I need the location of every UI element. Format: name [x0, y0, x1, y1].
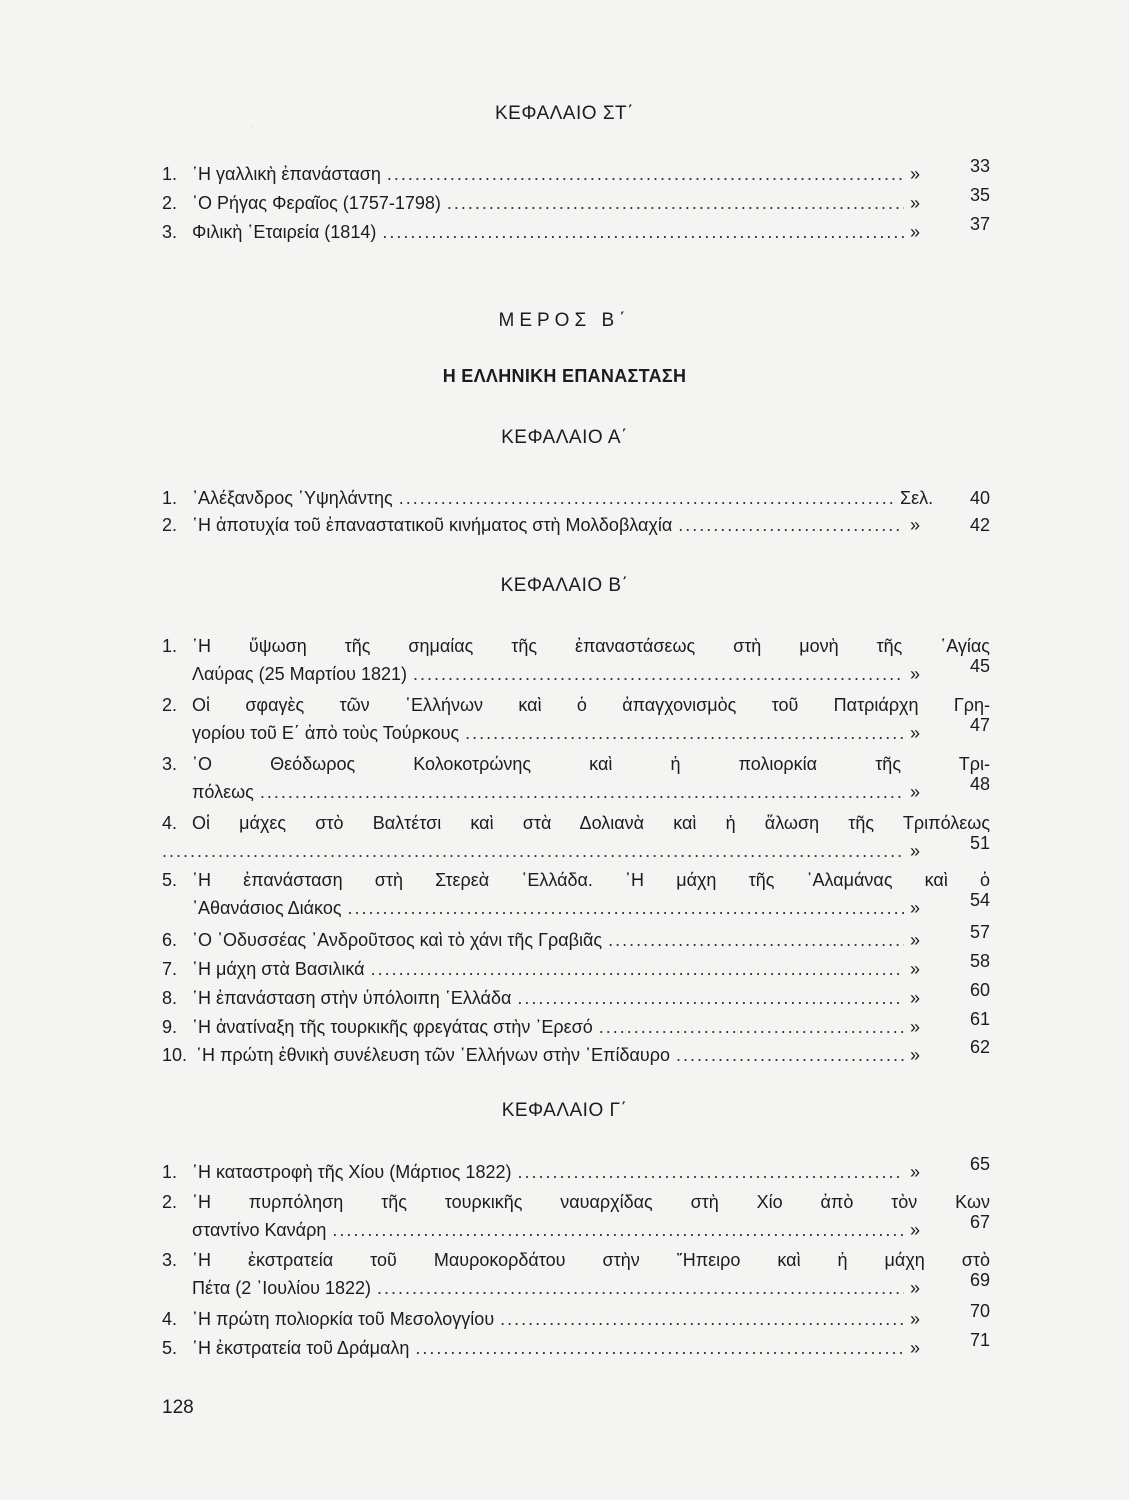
entry-title: ῾Η γαλλικὴ ἐπανάσταση: [192, 164, 381, 184]
page-number: 58: [969, 951, 990, 971]
entry-number: 2.: [162, 515, 178, 535]
leader-dots: [447, 189, 904, 217]
toc-entry[interactable]: [162, 1330, 990, 1362]
page-number: 40: [969, 488, 990, 508]
leader-dots: [517, 1158, 904, 1186]
entry-number: 5.: [162, 870, 178, 890]
page-number: 45: [969, 656, 990, 676]
entry-number: 1.: [162, 636, 178, 656]
entry-title: ῾Η ἐπανάσταση στὴν ὑπόλοιπη ῾Ελλάδα: [192, 988, 512, 1008]
page-ref-mark: »: [910, 782, 921, 802]
toc-entry[interactable]: [162, 511, 990, 539]
leader-dots: [517, 984, 904, 1012]
leader-dots: [382, 218, 904, 246]
entry-title: ῾Ο ᾿Οδυσσέας ᾿Ανδροῦτσος καὶ τὸ χάνι τῆς Γραβιᾶς: [192, 930, 603, 950]
entry-title-line2: σταντίνο Κανάρη: [192, 1220, 327, 1240]
page-number: 69: [969, 1270, 990, 1290]
toc-entry[interactable]: [162, 1188, 990, 1244]
entry-number: 10.: [162, 1045, 188, 1065]
page-ref-mark: »: [910, 988, 921, 1008]
page-number: 48: [969, 774, 990, 794]
page-number: 60: [969, 980, 990, 1000]
entry-title-line2: Λαύρας (25 Μαρτίου 1821): [192, 664, 407, 684]
leader-dots: [371, 955, 904, 983]
leader-dots: [399, 484, 894, 512]
page-footer-number: 128: [162, 1397, 194, 1418]
entry-title-line2: γορίου τοῦ Ε΄ ἀπὸ τοὺς Τούρκους: [192, 723, 460, 743]
chapter-heading: ΚΕΦΑΛΑΙΟ Α΄: [501, 427, 628, 448]
toc-entry[interactable]: [162, 185, 990, 217]
entry-title-line1: ῾Η πυρπόληση τῆς τουρκικῆς ναυαρχίδας στὴ Χίο ἀπὸ τὸν Κων: [192, 1192, 990, 1212]
entry-number: 4.: [162, 813, 178, 833]
page-number: 37: [969, 214, 990, 234]
entry-number: 1.: [162, 164, 178, 184]
page-ref-mark: »: [910, 959, 921, 979]
page-ref-mark: »: [910, 664, 921, 684]
page-ref-mark: »: [910, 164, 921, 184]
leader-dots: [678, 511, 904, 539]
page-number: 54: [969, 890, 990, 910]
toc-entry[interactable]: [162, 214, 990, 246]
chapter-heading: ΚΕΦΑΛΑΙΟ Β΄: [500, 575, 629, 596]
page-ref-mark: »: [910, 222, 921, 242]
leader-dots: [387, 160, 904, 188]
entry-title-line2: Πέτα (2 ᾿Ιουλίου 1822): [192, 1278, 372, 1298]
leader-dots: [676, 1041, 904, 1069]
entry-title: Φιλικὴ ῾Εταιρεία (1814): [192, 222, 377, 242]
entry-title-line1: ῾Ο Θεόδωρος Κολοκοτρώνης καὶ ἡ πολιορκία τῆς Τρι-: [192, 754, 990, 774]
entry-title: ῾Η μάχη στὰ Βασιλικά: [192, 959, 365, 979]
toc-entry[interactable]: [162, 922, 990, 954]
page-number: 47: [969, 715, 990, 735]
page-number: 35: [969, 185, 990, 205]
page-number: 70: [969, 1301, 990, 1321]
leader-dots: [500, 1305, 904, 1333]
leader-dots: [377, 1274, 904, 1302]
part-title: Η ΕΛΛΗΝΙΚΗ ΕΠΑΝΑΣΤΑΣΗ: [442, 366, 687, 386]
page-ref-mark: »: [910, 1278, 921, 1298]
toc-entry[interactable]: [162, 1154, 990, 1186]
toc-entry[interactable]: [162, 484, 990, 512]
page-ref-mark: »: [910, 723, 921, 743]
page-ref-mark: »: [910, 1162, 921, 1182]
page-number: 57: [969, 922, 990, 942]
toc-entry[interactable]: [162, 1301, 990, 1333]
entry-number: 4.: [162, 1309, 178, 1329]
page-number: 71: [969, 1330, 990, 1350]
entry-number: 2.: [162, 1192, 178, 1212]
entry-number: 8.: [162, 988, 178, 1008]
entry-number: 2.: [162, 695, 178, 715]
leader-dots: [162, 837, 904, 865]
entry-title: ῾Η ἀποτυχία τοῦ ἐπαναστατικοῦ κινήματος στὴ Μολδοβλαχία: [192, 515, 673, 535]
page-ref-mark: »: [910, 1017, 921, 1037]
toc-entry[interactable]: [162, 632, 990, 688]
toc-entry[interactable]: [162, 750, 990, 806]
page-number: 61: [969, 1009, 990, 1029]
entry-number: 5.: [162, 1338, 178, 1358]
entry-number: 2.: [162, 193, 178, 213]
page-ref-mark: »: [910, 1220, 921, 1240]
leader-dots: [260, 778, 904, 806]
toc-entry[interactable]: [162, 980, 990, 1012]
leader-dots: [348, 894, 904, 922]
entry-title: ῾Η ἐκστρατεία τοῦ Δράμαλη: [192, 1338, 410, 1358]
entry-title-line1: Οἱ μάχες στὸ Βαλτέτσι καὶ στὰ Δολιανὰ καὶ ἡ ἅλωση τῆς Τριπόλεως: [192, 813, 990, 833]
page-ref-mark: »: [910, 515, 921, 535]
page-ref-mark: »: [910, 1309, 921, 1329]
chapter-heading: ΚΕΦΑΛΑΙΟ ΣΤ΄: [494, 103, 634, 124]
page-number: 42: [969, 515, 990, 535]
entry-number: 1.: [162, 488, 178, 508]
page-number: 33: [969, 156, 990, 176]
page-number: 65: [969, 1154, 990, 1174]
page-number: 67: [969, 1212, 990, 1232]
toc-entry[interactable]: [162, 691, 990, 747]
toc-entry[interactable]: [162, 1009, 990, 1041]
toc-entry[interactable]: [162, 1037, 990, 1069]
entry-title-line1: ῾Η ἐπανάσταση στὴ Στερεὰ ῾Ελλάδα. ῾Η μάχη τῆς ᾿Αλαμάνας καὶ ὁ: [192, 870, 990, 890]
page-ref-mark: »: [910, 193, 921, 213]
leader-dots: [465, 719, 904, 747]
page-ref-mark: »: [910, 841, 921, 861]
page-ref-mark: Σελ.: [900, 488, 934, 508]
entry-title: ῾Η καταστροφὴ τῆς Χίου (Μάρτιος 1822): [192, 1162, 512, 1182]
entry-title: ῾Η πρώτη ἐθνικὴ συνέλευση τῶν ῾Ελλήνων στὴν ᾿Επίδαυρο: [196, 1045, 670, 1065]
bleed-through-text: ·: [250, 118, 255, 135]
entry-number: 3.: [162, 1250, 178, 1270]
page-ref-mark: »: [910, 1045, 921, 1065]
chapter-heading: ΚΕΦΑΛΑΙΟ Γ΄: [501, 1100, 628, 1121]
page-ref-mark: »: [910, 898, 921, 918]
entry-number: 7.: [162, 959, 178, 979]
toc-entry[interactable]: [162, 809, 990, 865]
page-ref-mark: »: [910, 930, 921, 950]
entry-title-line1: Οἱ σφαγὲς τῶν ῾Ελλήνων καὶ ὁ ἀπαγχονισμὸς τοῦ Πατριάρχη Γρη-: [192, 695, 990, 715]
entry-title-line1: ῾Η ὕψωση τῆς σημαίας τῆς ἐπαναστάσεως στὴ μονὴ τῆς ῾Αγίας: [192, 636, 990, 656]
page-ref-mark: »: [910, 1338, 921, 1358]
entry-number: 9.: [162, 1017, 178, 1037]
toc-entry[interactable]: [162, 951, 990, 983]
entry-title: ῾Ο Ρήγας Φεραῖος (1757-1798): [192, 193, 441, 213]
leader-dots: [413, 660, 904, 688]
entry-title-line2: ᾿Αθανάσιος Διάκος: [192, 898, 342, 918]
page-number: 51: [969, 833, 990, 853]
entry-title: ῾Η ἀνατίναξη τῆς τουρκικῆς φρεγάτας στὴν ᾿Ερεσό: [192, 1017, 593, 1037]
leader-dots: [332, 1216, 904, 1244]
entry-number: 6.: [162, 930, 178, 950]
part-heading: ΜΕΡΟΣ Β΄: [498, 310, 631, 331]
entry-title: ῾Η πρώτη πολιορκία τοῦ Μεσολογγίου: [192, 1309, 495, 1329]
entry-title-line2: πόλεως: [192, 782, 254, 802]
entry-number: 1.: [162, 1162, 178, 1182]
entry-title-line1: ῾Η ἐκστρατεία τοῦ Μαυροκορδάτου στὴν ῎Ηπειρο καὶ ἡ μάχη στὸ: [192, 1250, 990, 1270]
leader-dots: [415, 1334, 904, 1362]
leader-dots: [599, 1013, 904, 1041]
toc-entry[interactable]: [162, 866, 990, 922]
toc-entry[interactable]: [162, 1246, 990, 1302]
entry-number: 3.: [162, 754, 178, 774]
leader-dots: [608, 926, 904, 954]
toc-entry[interactable]: [162, 156, 990, 188]
entry-number: 3.: [162, 222, 178, 242]
page-number: 62: [969, 1037, 990, 1057]
entry-title: ᾿Αλέξανδρος ῾Υψηλάντης: [192, 488, 393, 508]
